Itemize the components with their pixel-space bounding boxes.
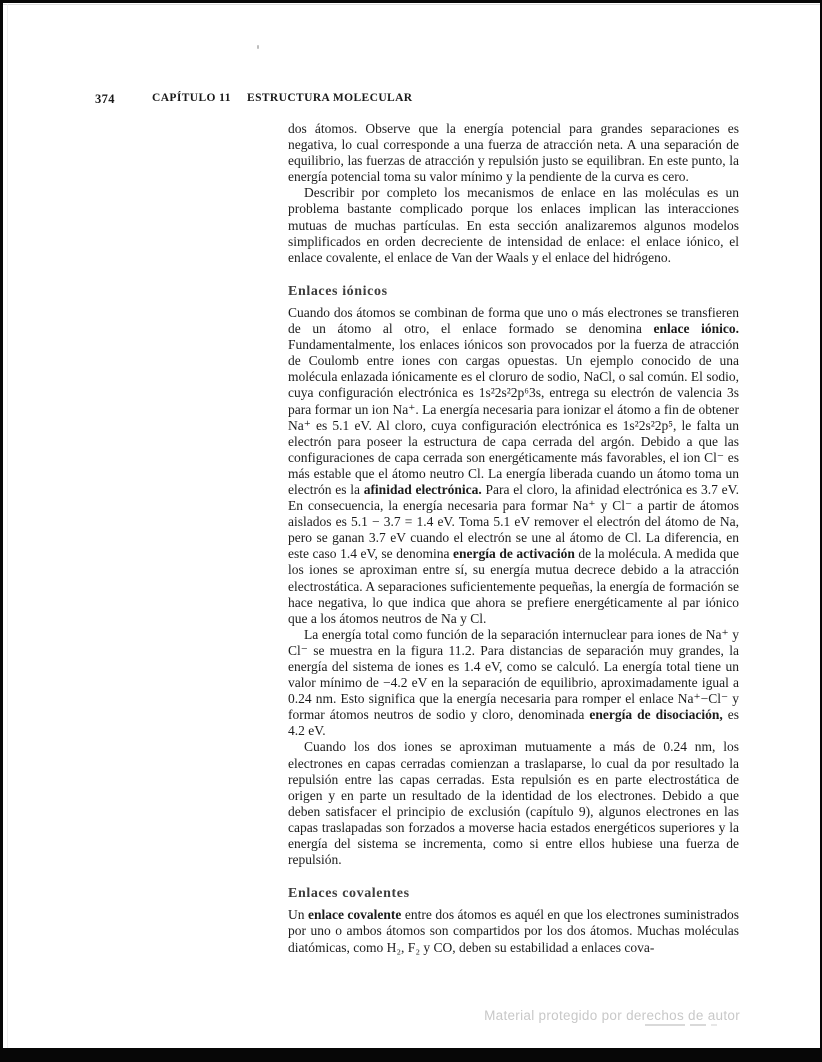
paragraph (288, 627, 739, 740)
text-run: de la molécula. A medida que los iones se aproximan entre sí, su energía mutua decrece debido a la atracción electrostática. A separaciones suficientemente pequeñas, la energía de formación se hace negativa, lo que indica que ahora se prefiere energéticamente al par iónico que a los átomos neutros de Na y Cl. (288, 546, 739, 626)
paragraph (288, 305, 739, 627)
page-edge-line (3, 4, 820, 5)
paragraph (288, 907, 739, 955)
chapter-label: CAPÍTULO 11 (152, 92, 231, 104)
scan-border-bottom (0, 1048, 822, 1062)
bold-term: energía de activación (453, 546, 575, 562)
text-run: Cuando los dos iones se aproximan mutuamente a más de 0.24 nm, los electrones en capas cerradas comienzan a traslaparse, lo cual da por resultado la repulsión entre las capas cerradas. Esta repulsión es en parte electrostática de origen y en parte un resultado de la identidad de los electrones. Debido a que deben satisfacer el principio de exclusión (capítulo 9), algunos electrones en las capas traslapadas son forzados a moverse hacia estados energéticos superiores y la energía del sistema se incrementa, como si entre ellos hubiese una fuerza de repulsión. (288, 739, 739, 868)
bold-term: enlace covalente (307, 907, 402, 923)
text-run: entre dos átomos es aquél en que los electrones suministrados por uno o ambos átomos son compartidos por los dos átomos. Muchas moléculas diatómicas, como H₂, F₂ y CO, deben su estabilidad a enlaces cova- (288, 907, 740, 955)
paragraph (288, 739, 739, 868)
scan-border-top (0, 0, 822, 3)
scan-border-left (0, 0, 3, 1062)
text-run: Para el cloro, la afinidad electrónica es 3.7 eV. En consecuencia, la energía necesaria para formar Na⁺ y Cl⁻ a partir de átomos aislados es 5.1 − 3.7 = 1.4 eV. Toma 5.1 eV remover el electrón del átomo de Na, pero se ganan 3.7 eV cuando el electrón se une al átomo de Cl. La diferencia, en este caso 1.4 eV, se denomina (288, 481, 739, 562)
paragraph (288, 185, 739, 265)
text-run: es 4.2 eV. (288, 707, 740, 739)
book-section-title: ESTRUCTURA MOLECULAR (247, 92, 413, 104)
section-heading: Enlaces covalentes (288, 886, 410, 902)
text-run: Fundamentalmente, los enlaces iónicos son provocados por la fuerza de atracción de Coulomb entre iones con cargas opuestas. Un ejemplo conocido de una molécula enlazada iónicamente es el cloruro de sodio, NaCl, o sal común. El sodio, cuya configuración electrónica es 1s²2s²2p⁶3s, entrega su electrón de valencia 3s para formar un ion Na⁺. La energía necesaria para ionizar el átomo a fin de obtener Na⁺ es 5.1 eV. Al cloro, cuya configuración electrónica es 1s²2s²2p⁵, le falta un electrón para poseer la estructura de capa cerrada del argón. Debido a que las configuraciones de capa cerrada son energéticamente más favorables, el ion Cl⁻ es más estable que el átomo neutro Cl. La energía liberada cuando un átomo toma un electrón es la (288, 337, 739, 497)
copyright-watermark: Material protegido por derechos de autor (484, 1008, 740, 1023)
page-edge-line (7, 4, 8, 1048)
dash (645, 1024, 685, 1026)
page-body (288, 121, 739, 956)
text-run: Cuando dos átomos se combinan de forma que uno o más electrones se transfieren de un átomo al otro, el enlace formado se denomina (288, 304, 739, 337)
text-run: La energía total como función de la separación internuclear para iones de Na⁺ y Cl⁻ se muestra en la figura 11.2. Para distancias de separación muy grandes, la energía del sistema de iones es 1.4 eV, como se calculó. La energía total tiene un valor mínimo de −4.2 eV en la separación de equilibrio, aproximadamente igual a 0.24 nm. Esto significa que la energía necesaria para romper el enlace Na⁺−Cl⁻ y formar átomos neutros de sodio y cloro, denominada (288, 626, 739, 723)
section-heading: Enlaces iónicos (288, 283, 388, 299)
page-number: 374 (95, 92, 115, 106)
dash (711, 1024, 717, 1026)
bold-term: energía de disociación, (589, 707, 723, 723)
scan-speck (257, 45, 259, 49)
text-run: dos átomos. Observe que la energía potencial para grandes separaciones es negativa, lo cual corresponde a una fuerza de atracción neta. A una separación de equilibrio, las fuerzas de atracción y repulsión justo se equilibran. En este punto, la energía potencial toma su valor mínimo y la pendiente de la curva es cero. (288, 121, 739, 185)
text-run: Describir por completo los mecanismos de enlace en las moléculas es un problema bastante complicado porque los enlaces implican las interacciones mutuas de muchas partículas. En esta sección analizaremos algunos modelos simplificados en orden decreciente de intensidad de enlace: el enlace iónico, el enlace covalente, el enlace de Van der Waals y el enlace del hidrógeno. (288, 185, 739, 265)
paragraph (288, 121, 739, 185)
bold-term: afinidad electrónica. (363, 481, 482, 497)
text-run: Un (288, 907, 308, 923)
dash (690, 1024, 706, 1026)
scan-dash-artifact (645, 1024, 717, 1026)
bold-term: enlace iónico. (653, 321, 739, 337)
